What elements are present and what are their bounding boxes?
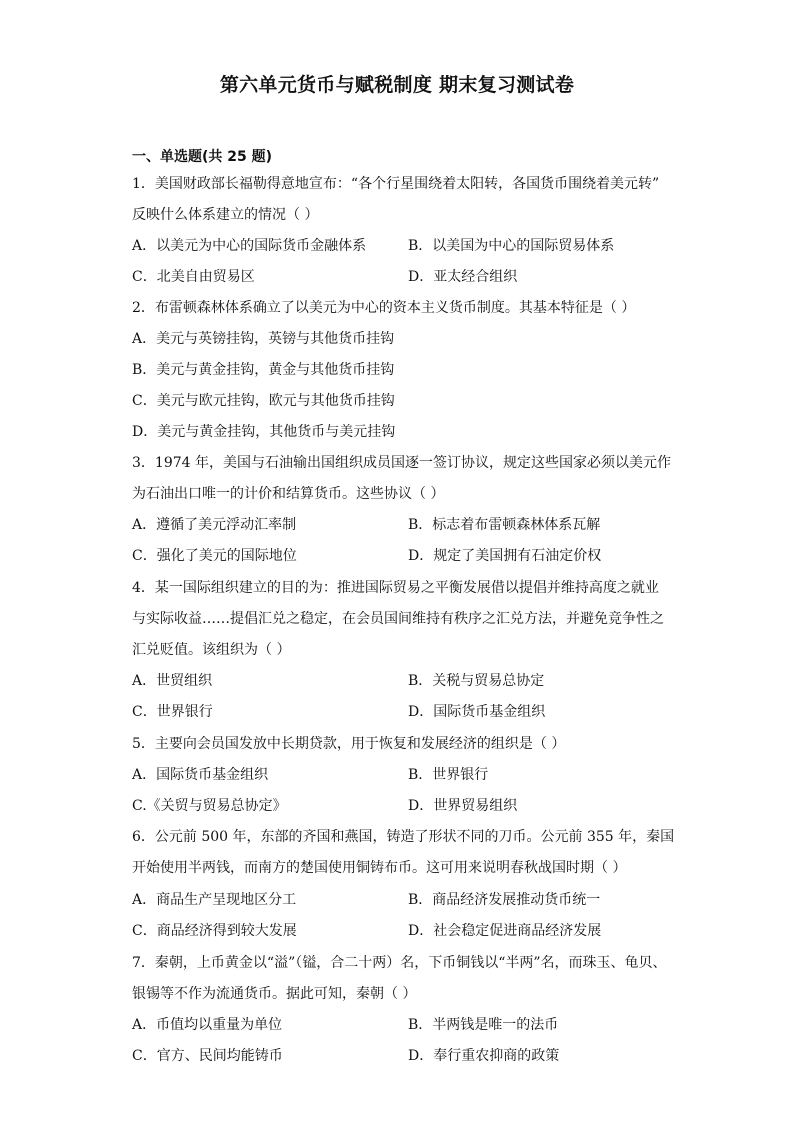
q7-stem-line-1: 7．秦朝，上币黄金以“溢”（镒，合二十两）名，下币铜钱以“半两”名，而珠玉、龟贝、 <box>132 955 667 971</box>
q2-stem-line-1: 2．布雷顿森林体系确立了以美元为中心的资本主义货币制度。其基本特征是（ ） <box>132 300 636 316</box>
q3-option-b: B．标志着布雷顿森林体系瓦解 <box>408 517 601 533</box>
q7-option-a: A．币值均以重量为单位 <box>132 1017 283 1033</box>
q1-option-a: A．以美元为中心的国际货币金融体系 <box>132 238 367 254</box>
section-heading: 一、单选题(共 25 题) <box>132 149 273 165</box>
page-title: 第六单元货币与赋税制度 期末复习测试卷 <box>219 74 575 96</box>
q4-option-b: B．关税与贸易总协定 <box>408 673 545 689</box>
q2-option-b: B．美元与黄金挂钩，黄金与其他货币挂钩 <box>132 362 395 378</box>
q3-option-c: C．强化了美元的国际地位 <box>132 548 297 564</box>
q1-option-b: B．以美国为中心的国际贸易体系 <box>408 238 615 254</box>
q6-stem-line-2: 开始使用半两钱，而南方的楚国使用铜铸布币。这可用来说明春秋战国时期（ ） <box>132 860 627 876</box>
q4-stem-line-3: 汇兑贬值。该组织为（ ） <box>132 642 291 658</box>
q3-option-d: D．规定了美国拥有石油定价权 <box>408 548 602 564</box>
q3-option-a: A．遵循了美元浮动汇率制 <box>132 517 297 533</box>
q6-option-b: B．商品经济发展推动货币统一 <box>408 892 601 908</box>
q1-option-d: D．亚太经合组织 <box>408 269 518 285</box>
q5-stem-line-1: 5．主要向会员国发放中长期贷款，用于恢复和发展经济的组织是（ ） <box>132 736 566 752</box>
q7-option-c: C．官方、民间均能铸币 <box>132 1048 283 1064</box>
q5-option-a: A．国际货币基金组织 <box>132 767 269 783</box>
q2-option-d: D．美元与黄金挂钩，其他货币与美元挂钩 <box>132 424 396 440</box>
q2-option-a: A．美元与英镑挂钩，英镑与其他货币挂钩 <box>132 331 395 347</box>
q6-option-a: A．商品生产呈现地区分工 <box>132 892 297 908</box>
q7-stem-line-2: 银锡等不作为流通货币。据此可知，秦朝（ ） <box>132 986 417 1002</box>
q7-option-d: D．奉行重农抑商的政策 <box>408 1048 560 1064</box>
q4-stem-line-2: 与实际收益……提倡汇兑之稳定，在会员国间维持有秩序之汇兑方法，并避免竞争性之 <box>132 611 664 627</box>
q4-stem-line-1: 4．某一国际组织建立的目的为：推进国际贸易之平衡发展借以提倡并维持高度之就业 <box>132 580 659 596</box>
q5-option-d: D．世界贸易组织 <box>408 798 518 814</box>
q5-option-b: B．世界银行 <box>408 767 489 783</box>
q2-option-c: C．美元与欧元挂钩，欧元与其他货币挂钩 <box>132 393 395 409</box>
q6-option-d: D．社会稳定促进商品经济发展 <box>408 923 602 939</box>
q4-option-a: A．世贸组织 <box>132 673 213 689</box>
q5-option-c: C.《关贸与贸易总协定》 <box>132 798 287 814</box>
q3-stem-line-1: 3．1974 年，美国与石油输出国组织成员国逐一签订协议，规定这些国家必须以美元作 <box>132 455 671 471</box>
q6-option-c: C．商品经济得到较大发展 <box>132 923 297 939</box>
q4-option-c: C．世界银行 <box>132 704 213 720</box>
q3-stem-line-2: 为石油出口唯一的计价和结算货币。这些协议（ ） <box>132 486 445 502</box>
q1-stem-line-1: 1．美国财政部长福勒得意地宣布：“各个行星围绕着太阳转，各国货币围绕着美元转” <box>132 176 660 192</box>
q1-stem-line-2: 反映什么体系建立的情况（ ） <box>132 207 319 223</box>
q7-option-b: B．半两钱是唯一的法币 <box>408 1017 559 1033</box>
q6-stem-line-1: 6．公元前 500 年，东部的齐国和燕国，铸造了形状不同的刀币。公元前 355 年，秦国 <box>132 829 675 845</box>
q1-option-c: C．北美自由贸易区 <box>132 269 255 285</box>
q4-option-d: D．国际货币基金组织 <box>408 704 546 720</box>
